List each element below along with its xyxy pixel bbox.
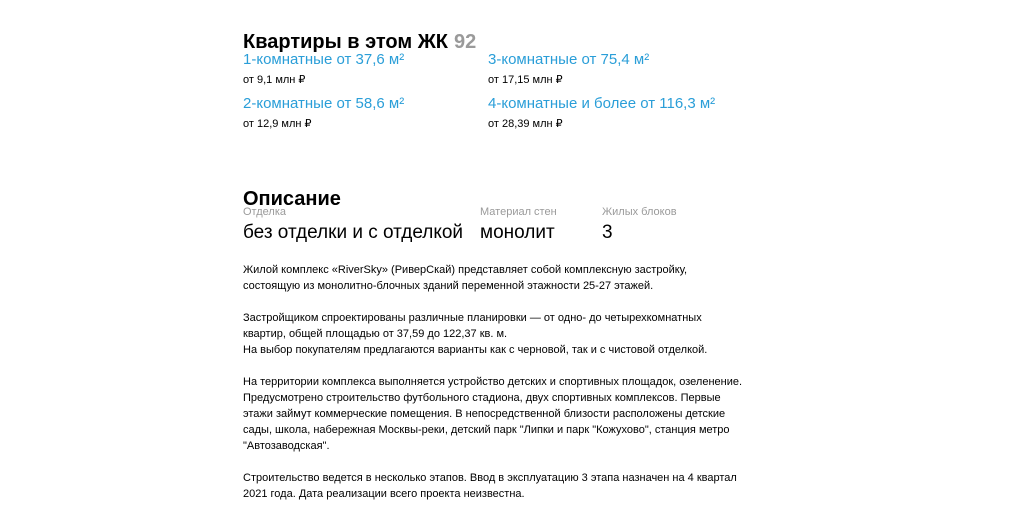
description-heading: Описание [243,187,341,210]
property-value: 3 [602,222,613,243]
description-text [243,262,753,518]
apartments-count: 92 [454,30,477,53]
description-paragraph: Жилой комплекс «RiverSky» (РиверСкай) представляет собой комплексную застройку, состоящую из монолитно-блочных зданий переменной этажности 25-27 этажей. [243,264,688,292]
apartment-option-3-room [488,51,738,87]
property-wall-material [480,206,557,244]
apartment-price: от 17,15 млн ₽ [488,74,563,86]
apartment-link-3-room[interactable]: 3-комнатные от 75,4 м² [488,51,650,68]
apartment-link-2-room[interactable]: 2-комнатные от 58,6 м² [243,95,405,112]
apartment-price: от 12,9 млн ₽ [243,118,312,130]
apartment-option-4-plus-room [488,95,738,131]
apartment-link-1-room[interactable]: 1-комнатные от 37,6 м² [243,51,405,68]
property-value: без отделки и с отделкой [243,222,464,243]
property-residential-blocks [602,206,677,244]
apartments-title: Квартиры в этом ЖК [243,30,449,53]
description-paragraph: Застройщиком спроектированы различные планировки — от одно- до четырехкомнатных квартир, общей площадью от 37,59 до 122,37 кв. м. На выбор покупателям предлагаются варианты как с черновой, так и с чистовой отделкой. [243,312,708,356]
description-paragraph: Строительство ведется в несколько этапов. Ввод в эксплуатацию 3 этапа назначен на 4 квартал 2021 года. Дата реализации всего проекта неизвестна. [243,472,737,500]
property-finishing [243,206,463,244]
apartment-price: от 28,39 млн ₽ [488,118,563,130]
property-label: Материал стен [480,206,557,218]
apartment-option-1-room [243,51,493,87]
property-label: Жилых блоков [602,206,677,218]
property-value: монолит [480,222,555,243]
description-paragraph: На территории комплекса выполняется устройство детских и спортивных площадок, озеленение. Предусмотрено строительство футбольного стадиона, двух спортивных комплексов. Первые этажи займут коммерческие помещения. В непосредственной близости расположены детские сады, школа, набережная Москвы-реки, детский парк "Липки и парк "Кожухово", станция метро "Автозаводская". [243,376,743,452]
apartment-option-2-room [243,95,493,131]
property-label: Отделка [243,206,286,218]
apartments-heading [243,30,476,54]
apartment-link-4-plus-room[interactable]: 4-комнатные и более от 116,3 м² [488,95,716,112]
apartment-price: от 9,1 млн ₽ [243,74,306,86]
